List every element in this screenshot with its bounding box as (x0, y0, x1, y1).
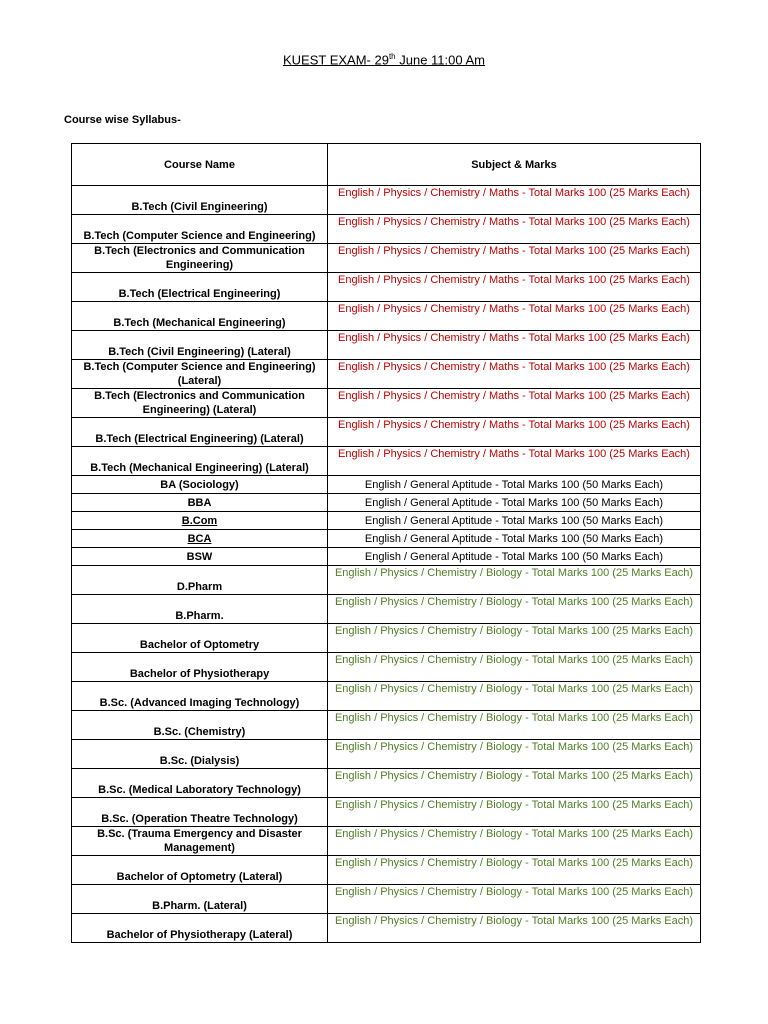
column-header-course: Course Name (72, 144, 328, 186)
table-row (72, 215, 701, 244)
table-row (72, 302, 701, 331)
syllabus-table (71, 143, 701, 943)
course-name-cell: Bachelor of Physiotherapy (72, 653, 328, 682)
course-name-cell: B.Tech (Electronics and Communication Engineering) (Lateral) (72, 389, 328, 418)
course-name-cell: B.Tech (Mechanical Engineering) (72, 302, 328, 331)
table-header-row (72, 144, 701, 186)
subject-marks-cell: English / General Aptitude - Total Marks 100 (50 Marks Each) (328, 476, 701, 494)
course-name-cell: B.Com (72, 512, 328, 530)
course-name-cell: B.Tech (Electrical Engineering) (Lateral) (72, 418, 328, 447)
course-name-cell: B.Tech (Computer Science and Engineering) (72, 215, 328, 244)
table-row (72, 418, 701, 447)
subject-marks-cell: English / General Aptitude - Total Marks 100 (50 Marks Each) (328, 494, 701, 512)
table-row (72, 186, 701, 215)
course-name-cell: B.Sc. (Advanced Imaging Technology) (72, 682, 328, 711)
subject-marks-cell: English / Physics / Chemistry / Maths - Total Marks 100 (25 Marks Each) (328, 331, 701, 360)
subject-marks-cell: English / Physics / Chemistry / Maths - Total Marks 100 (25 Marks Each) (328, 389, 701, 418)
subject-marks-cell: English / Physics / Chemistry / Maths - Total Marks 100 (25 Marks Each) (328, 244, 701, 273)
table-row (72, 740, 701, 769)
subject-marks-cell: English / Physics / Chemistry / Maths - Total Marks 100 (25 Marks Each) (328, 360, 701, 389)
table-row (72, 512, 701, 530)
title-rest: June 11:00 Am (395, 52, 485, 68)
course-name-cell: B.Tech (Civil Engineering) (72, 186, 328, 215)
subject-marks-cell: English / Physics / Chemistry / Biology - Total Marks 100 (25 Marks Each) (328, 624, 701, 653)
table-row (72, 566, 701, 595)
subject-marks-cell: English / Physics / Chemistry / Biology - Total Marks 100 (25 Marks Each) (328, 566, 701, 595)
course-name-cell: B.Sc. (Trauma Emergency and Disaster Management) (72, 827, 328, 856)
course-name-cell: B.Pharm. (72, 595, 328, 624)
table-row (72, 711, 701, 740)
subject-marks-cell: English / Physics / Chemistry / Biology - Total Marks 100 (25 Marks Each) (328, 595, 701, 624)
subject-marks-cell: English / Physics / Chemistry / Biology - Total Marks 100 (25 Marks Each) (328, 740, 701, 769)
table-row (72, 530, 701, 548)
course-name-cell: B.Tech (Mechanical Engineering) (Lateral) (72, 447, 328, 476)
subject-marks-cell: English / Physics / Chemistry / Biology - Total Marks 100 (25 Marks Each) (328, 682, 701, 711)
section-subtitle: Course wise Syllabus- (64, 114, 181, 126)
subject-marks-cell: English / Physics / Chemistry / Biology - Total Marks 100 (25 Marks Each) (328, 914, 701, 943)
subject-marks-cell: English / Physics / Chemistry / Biology - Total Marks 100 (25 Marks Each) (328, 827, 701, 856)
subject-marks-cell: English / Physics / Chemistry / Maths - Total Marks 100 (25 Marks Each) (328, 186, 701, 215)
subject-marks-cell: English / Physics / Chemistry / Maths - Total Marks 100 (25 Marks Each) (328, 302, 701, 331)
table-row (72, 769, 701, 798)
course-name-cell: BBA (72, 494, 328, 512)
column-header-subject: Subject & Marks (328, 144, 701, 186)
table-row (72, 494, 701, 512)
course-name-cell: Bachelor of Optometry (Lateral) (72, 856, 328, 885)
subject-marks-cell: English / Physics / Chemistry / Maths - Total Marks 100 (25 Marks Each) (328, 273, 701, 302)
course-name-cell: B.Tech (Civil Engineering) (Lateral) (72, 331, 328, 360)
table-row (72, 914, 701, 943)
course-name-cell: BSW (72, 548, 328, 566)
course-name-cell: Bachelor of Physiotherapy (Lateral) (72, 914, 328, 943)
subject-marks-cell: English / Physics / Chemistry / Biology - Total Marks 100 (25 Marks Each) (328, 769, 701, 798)
table-row (72, 244, 701, 273)
table-row (72, 856, 701, 885)
subject-marks-cell: English / Physics / Chemistry / Biology - Total Marks 100 (25 Marks Each) (328, 653, 701, 682)
course-name-cell: B.Pharm. (Lateral) (72, 885, 328, 914)
course-name-cell: B.Sc. (Dialysis) (72, 740, 328, 769)
subject-marks-cell: English / Physics / Chemistry / Maths - Total Marks 100 (25 Marks Each) (328, 215, 701, 244)
table-row (72, 885, 701, 914)
subject-marks-cell: English / General Aptitude - Total Marks 100 (50 Marks Each) (328, 530, 701, 548)
page-title (0, 52, 768, 67)
subject-marks-cell: English / Physics / Chemistry / Biology - Total Marks 100 (25 Marks Each) (328, 856, 701, 885)
course-name-cell: B.Sc. (Medical Laboratory Technology) (72, 769, 328, 798)
course-name-cell: B.Tech (Computer Science and Engineering) (Lateral) (72, 360, 328, 389)
table-row (72, 331, 701, 360)
course-name-cell: BCA (72, 530, 328, 548)
subject-marks-cell: English / General Aptitude - Total Marks 100 (50 Marks Each) (328, 512, 701, 530)
table-row (72, 360, 701, 389)
subject-marks-cell: English / Physics / Chemistry / Maths - Total Marks 100 (25 Marks Each) (328, 418, 701, 447)
course-name-cell: D.Pharm (72, 566, 328, 595)
course-name-cell: B.Sc. (Chemistry) (72, 711, 328, 740)
course-name-cell: B.Tech (Electrical Engineering) (72, 273, 328, 302)
course-name-cell: B.Sc. (Operation Theatre Technology) (72, 798, 328, 827)
subject-marks-cell: English / Physics / Chemistry / Biology - Total Marks 100 (25 Marks Each) (328, 711, 701, 740)
table-row (72, 389, 701, 418)
table-row (72, 624, 701, 653)
title-main: KUEST EXAM- 29 (282, 52, 389, 68)
table-row (72, 273, 701, 302)
course-name-cell: Bachelor of Optometry (72, 624, 328, 653)
course-name-cell: B.Tech (Electronics and Communication Engineering) (72, 244, 328, 273)
subject-marks-cell: English / Physics / Chemistry / Maths - Total Marks 100 (25 Marks Each) (328, 447, 701, 476)
course-name-cell: BA (Sociology) (72, 476, 328, 494)
table-row (72, 798, 701, 827)
table-row (72, 476, 701, 494)
table-row (72, 447, 701, 476)
subject-marks-cell: English / General Aptitude - Total Marks 100 (50 Marks Each) (328, 548, 701, 566)
subject-marks-cell: English / Physics / Chemistry / Biology - Total Marks 100 (25 Marks Each) (328, 885, 701, 914)
subject-marks-cell: English / Physics / Chemistry / Biology - Total Marks 100 (25 Marks Each) (328, 798, 701, 827)
table-row (72, 827, 701, 856)
table-row (72, 595, 701, 624)
table-body (72, 186, 701, 943)
table-row (72, 548, 701, 566)
title-superscript: th (388, 52, 396, 61)
table-row (72, 682, 701, 711)
table-row (72, 653, 701, 682)
